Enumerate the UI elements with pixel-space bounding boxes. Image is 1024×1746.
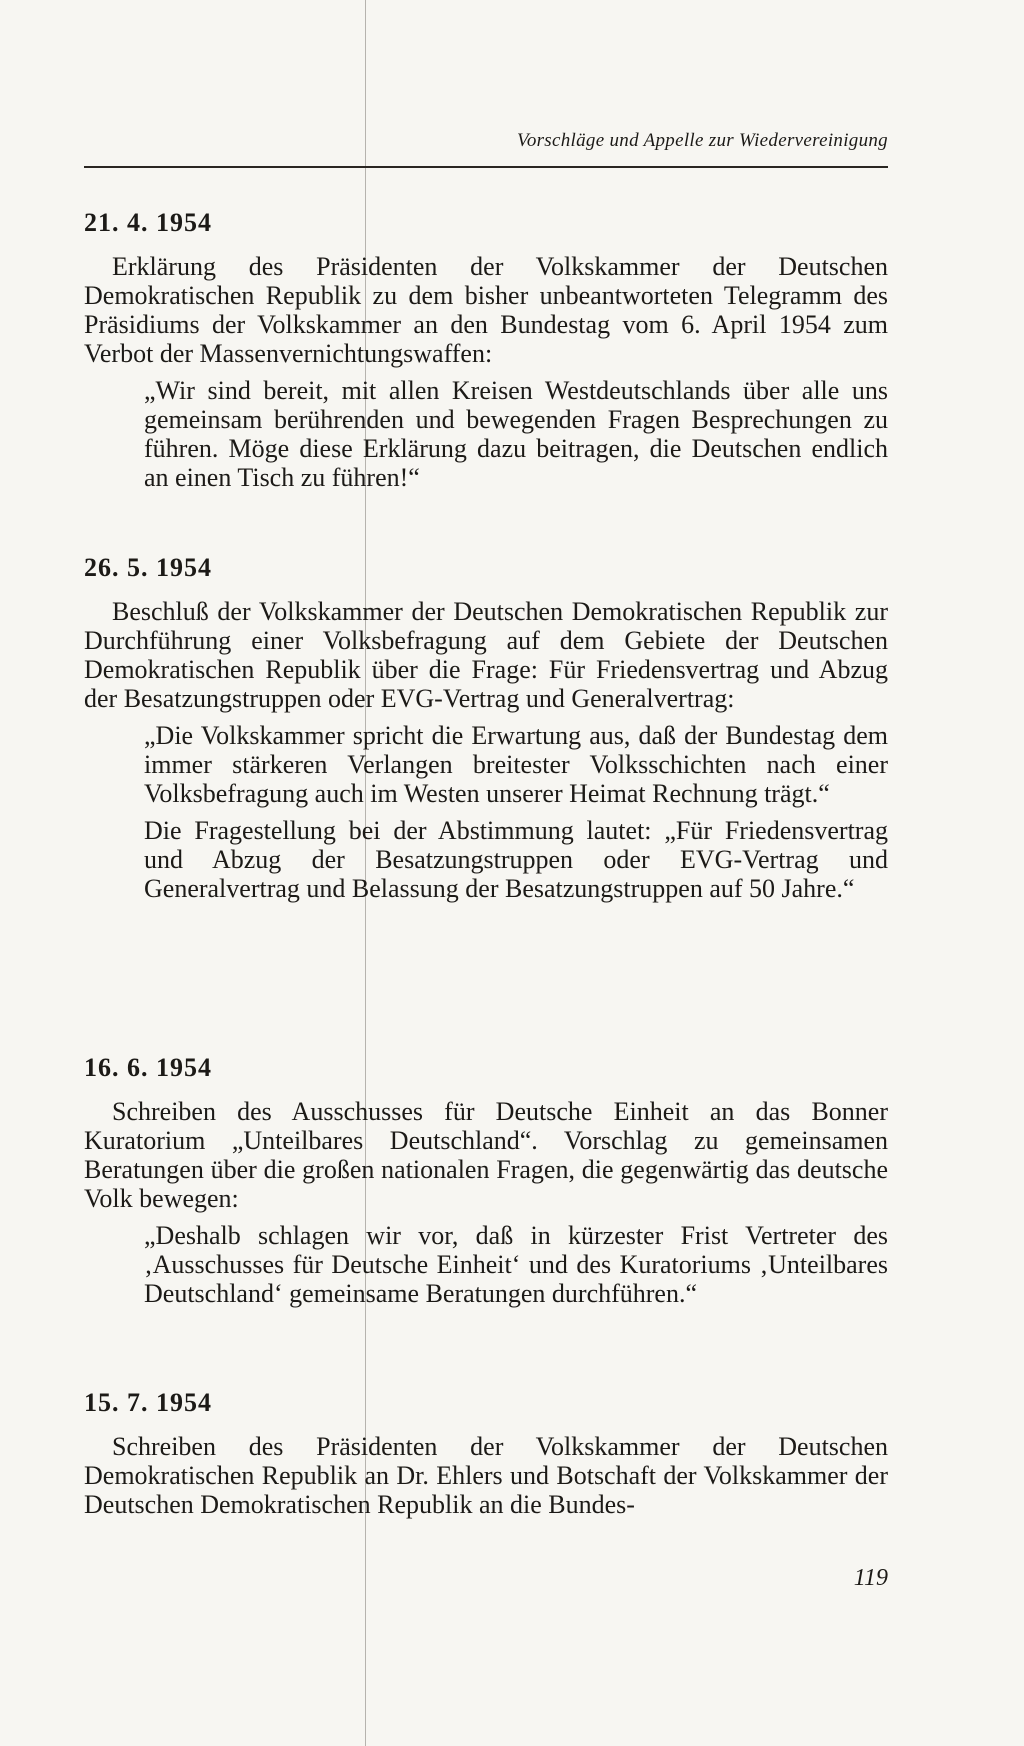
entry-quote: „Deshalb schlagen wir vor, daß in kürzester Frist Vertreter des ‚Ausschusses für Deutsche Einheit‘ und des Kuratoriums ‚Unteilbares Deutschland‘ gemeinsame Beratungen durchführen.“ [144, 1221, 888, 1308]
running-header: Vorschläge und Appelle zur Wiedervereinigung [517, 130, 888, 151]
entry-1954-06-16 [84, 1053, 888, 1308]
entry-date: 26. 5. 1954 [84, 553, 212, 582]
entry-date: 21. 4. 1954 [84, 208, 212, 237]
entry-quote: Die Fragestellung bei der Abstimmung lautet: „Für Friedensvertrag und Abzug der Besatzungstruppen oder EVG-Vertrag und Generalvertrag und Belassung der Besatzungstruppen auf 50 Jahre.“ [144, 816, 888, 903]
entry-text: Schreiben des Präsidenten der Volkskammer der Deutschen Demokratischen Republik an Dr. Ehlers und Botschaft der Volkskammer der Deutschen Demokratischen Republik an die Bundes- [84, 1432, 888, 1519]
entry-quote: „Die Volkskammer spricht die Erwartung aus, daß der Bundestag dem immer stärkeren Verlangen breitester Volksschichten nach einer Volksbefragung auch im Westen unserer Heimat Rechnung trägt.“ [144, 721, 888, 808]
entry-date: 16. 6. 1954 [84, 1053, 212, 1082]
entry-text: Schreiben des Ausschusses für Deutsche Einheit an das Bonner Kuratorium „Unteilbares Deutschland“. Vorschlag zu gemeinsamen Beratungen über die großen nationalen Fragen, die gegenwärtig das deutsche Volk bewegen: [84, 1097, 888, 1213]
entry-1954-07-15 [84, 1388, 888, 1519]
entry-1954-05-26 [84, 553, 888, 903]
entry-date: 15. 7. 1954 [84, 1388, 212, 1417]
entry-text: Beschluß der Volkskammer der Deutschen Demokratischen Republik zur Durchführung einer Volksbefragung auf dem Gebiete der Deutschen Demokratischen Republik über die Frage: Für Friedensvertrag und Abzug der Besatzungstruppen oder EVG-Vertrag und Generalvertrag: [84, 597, 888, 713]
entry-text: Erklärung des Präsidenten der Volkskammer der Deutschen Demokratischen Republik zu dem bisher unbeantworteten Telegramm des Präsidiums der Volkskammer an den Bundestag vom 6. April 1954 zum Verbot der Massenvernichtungswaffen: [84, 252, 888, 368]
entry-1954-04-21 [84, 208, 888, 492]
page-number: 119 [853, 1565, 888, 1591]
header-rule [84, 166, 888, 168]
entry-quote: „Wir sind bereit, mit allen Kreisen Westdeutschlands über alle uns gemeinsam berührenden und bewegenden Fragen Besprechungen zu führen. Möge diese Erklärung dazu beitragen, die Deutschen endlich an einen Tisch zu führen!“ [144, 376, 888, 492]
